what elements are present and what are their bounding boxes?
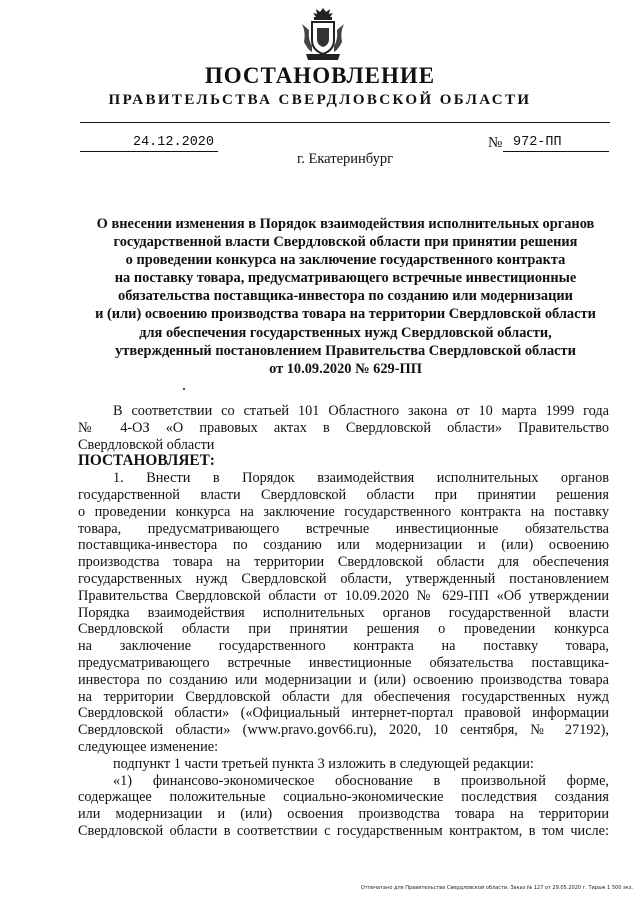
body-line: государственных нужд Свердловской области, утвержденный постановлением <box>78 570 609 587</box>
body-line: Свердловской области» (www.pravo.gov66.ru), 2020, 10 сентября, № 27192), <box>78 722 609 739</box>
body-line: на территории Свердловской области для обеспечения государственных нужд <box>78 688 609 705</box>
body-line: государственной власти Свердловской области при принятии решения <box>78 486 609 503</box>
body-line: о проведении конкурса на заключение государственного контракта на поставку <box>78 503 609 520</box>
body-line: В соответствии со статьей 101 Областного закона от 10 марта 1999 года <box>113 403 609 419</box>
body-line: на заключение государственного контракта на поставку товара, <box>78 638 609 655</box>
heading-line: от 10.09.2020 № 629-ПП <box>269 360 422 377</box>
body-line: следующее изменение: <box>78 738 219 755</box>
body-line: или модернизации и (или) освоения производства товара на территории <box>78 806 609 823</box>
header-divider <box>80 122 610 123</box>
document-heading <box>78 215 613 378</box>
body-line: 1. Внести в Порядок взаимодействия исполнительных органов <box>113 470 609 487</box>
heading-line: для обеспечения государственных нужд Свердловской области, <box>139 324 552 341</box>
print-footer: Отпечатано для Правительства Свердловской области. Заказ № 127 от 29.05.2020 г. Тираж 1 500 экз. <box>360 885 633 891</box>
body-line: инвестора по созданию или модернизации и (или) освоению производства товара <box>78 671 609 688</box>
document-city: г. Екатеринбург <box>296 151 394 167</box>
heading-line: и (или) освоению производства товара на территории Свердловской области <box>95 306 596 323</box>
body-line: производства товара на территории Свердловской области для обеспечения <box>78 554 609 571</box>
heading-line: О внесении изменения в Порядок взаимодействия исполнительных органов <box>96 216 595 232</box>
body-line: предусматривающего встречные инвестиционные обязательства поставщика- <box>78 654 609 671</box>
body-line: Свердловской области в соответствии с государственным контрактом, в том числе: <box>78 822 609 839</box>
document-date: 24.12.2020 <box>80 134 218 152</box>
heading-line: обязательства поставщика-инвестора по созданию или модернизации <box>118 288 573 305</box>
heading-line: государственной власти Свердловской области при принятии решения <box>113 234 578 251</box>
body-line: Правительства Свердловской области от 10.09.2020 № 629-ПП «Об утверждении <box>78 587 609 604</box>
body-line: поставщика-инвестора по созданию или модернизации и (или) освоению <box>78 537 609 554</box>
document-subtitle: ПРАВИТЕЛЬСТВА СВЕРДЛОВСКОЙ ОБЛАСТИ <box>108 92 532 108</box>
number-sign: № <box>488 135 503 151</box>
heading-line: утвержденный постановлением Правительства Свердловской области <box>115 342 576 359</box>
body-line: Порядка взаимодействия исполнительных органов государственной власти <box>78 604 609 621</box>
document-number: 972-ПП <box>503 134 609 152</box>
body-line: Свердловской области при принятии решения о проведении конкурса <box>78 621 609 638</box>
heading-line: о проведении конкурса на заключение государственного контракта <box>125 252 566 269</box>
document-title: ПОСТАНОВЛЕНИЕ <box>204 63 436 88</box>
stray-dot <box>183 388 185 390</box>
heading-line: на поставку товара, предусматривающего встречные инвестиционные <box>114 270 577 287</box>
body-line: «1) финансово-экономическое обоснование в произвольной форме, <box>113 772 609 789</box>
body-line: содержащее положительные социально-экономические последствия создания <box>78 789 609 806</box>
body-line: Свердловской области <box>78 436 215 453</box>
document-body <box>78 403 609 840</box>
body-line: подпункт 1 части третьей пункта 3 изложить в следующей редакции: <box>113 755 534 772</box>
body-line: товара, предусматривающего встречные инвестиционные обязательства <box>78 520 609 537</box>
body-line: № 4-ОЗ «О правовых актах в Свердловской области» Правительство <box>78 419 609 436</box>
coat-of-arms-icon <box>300 6 346 62</box>
resolves-label: ПОСТАНОВЛЯЕТ: <box>78 453 215 470</box>
body-line: Свердловской области» («Официальный интернет-портал правовой информации <box>78 705 609 722</box>
